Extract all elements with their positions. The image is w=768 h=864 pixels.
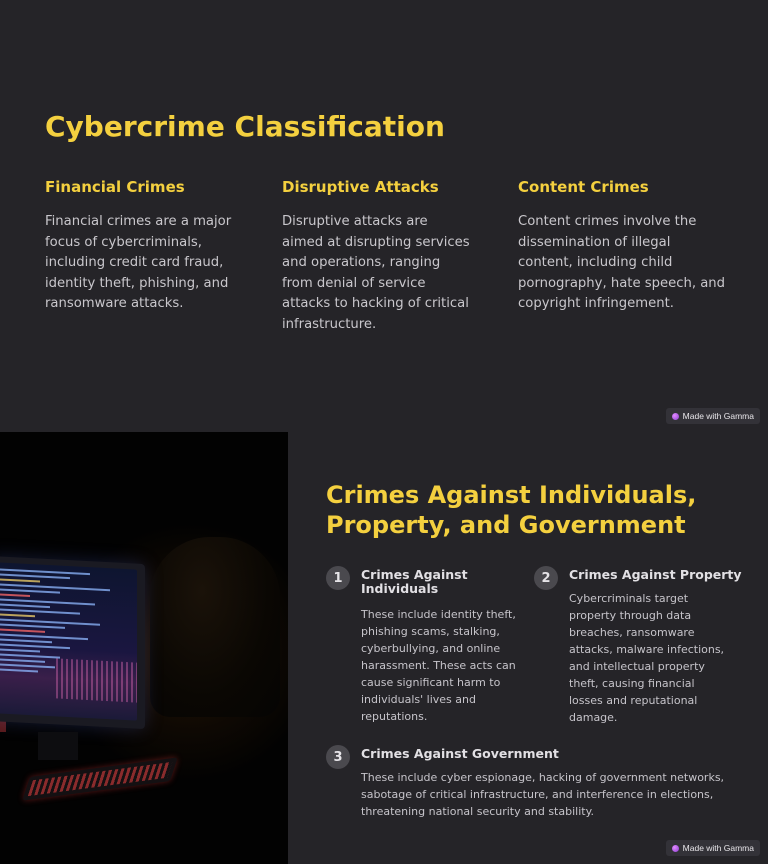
number-badge: 1 xyxy=(326,566,350,590)
item-text: These include cyber espionage, hacking of government networks, sabotage of critical infrastructure, and interference in elections, threatening national security and stability. xyxy=(361,771,725,818)
number-badge: 2 xyxy=(534,566,558,590)
column-text: Content crimes involve the dissemination of illegal content, including child pornography, hate speech, and copyright infringement. xyxy=(518,214,726,312)
made-with-gamma-badge[interactable] xyxy=(666,408,760,424)
monitor-icon xyxy=(0,556,145,729)
badge-label: Made with Gamma xyxy=(682,843,754,853)
badge-label: Made with Gamma xyxy=(682,411,754,421)
slide-crimes-against xyxy=(0,432,768,864)
column-text: Disruptive attacks are aimed at disrupting services and operations, ranging from denial of service attacks to hacking of critical infrastructure. xyxy=(282,214,470,332)
column-heading: Disruptive Attacks xyxy=(282,178,439,196)
gamma-logo-icon xyxy=(672,845,679,852)
column-text: Financial crimes are a major focus of cybercriminals, including credit card fraud, identity theft, phishing, and ransomware attacks. xyxy=(45,214,232,312)
code-screen xyxy=(0,562,137,720)
hacker-at-computer-image xyxy=(0,432,288,864)
gamma-logo-icon xyxy=(672,413,679,420)
item-heading: Crimes Against Individuals xyxy=(361,567,468,596)
column-heading: Financial Crimes xyxy=(45,178,185,196)
monitor-stand xyxy=(38,732,78,760)
column-financial-crimes xyxy=(45,178,235,315)
item-heading: Crimes Against Government xyxy=(361,746,559,761)
item-text: Cybercriminals target property through data breaches, ransomware attacks, malware infections, and intellectual property theft, causing financial losses and reputational damage. xyxy=(569,592,725,724)
column-disruptive-attacks xyxy=(282,178,472,336)
made-with-gamma-badge[interactable] xyxy=(666,840,760,856)
keyboard-icon xyxy=(22,757,177,800)
slide-title: Crimes Against Individuals, Property, and Government xyxy=(326,481,697,539)
column-heading: Content Crimes xyxy=(518,178,649,196)
column-content-crimes xyxy=(518,178,728,315)
item-heading: Crimes Against Property xyxy=(569,567,742,582)
hooded-figure xyxy=(150,537,280,717)
slide-title: Cybercrime Classification xyxy=(45,110,445,143)
number-badge: 3 xyxy=(326,745,350,769)
item-text: These include identity theft, phishing scams, stalking, cyberbullying, and online harassment. These acts can cause significant harm to individuals' lives and reputations. xyxy=(361,608,516,723)
